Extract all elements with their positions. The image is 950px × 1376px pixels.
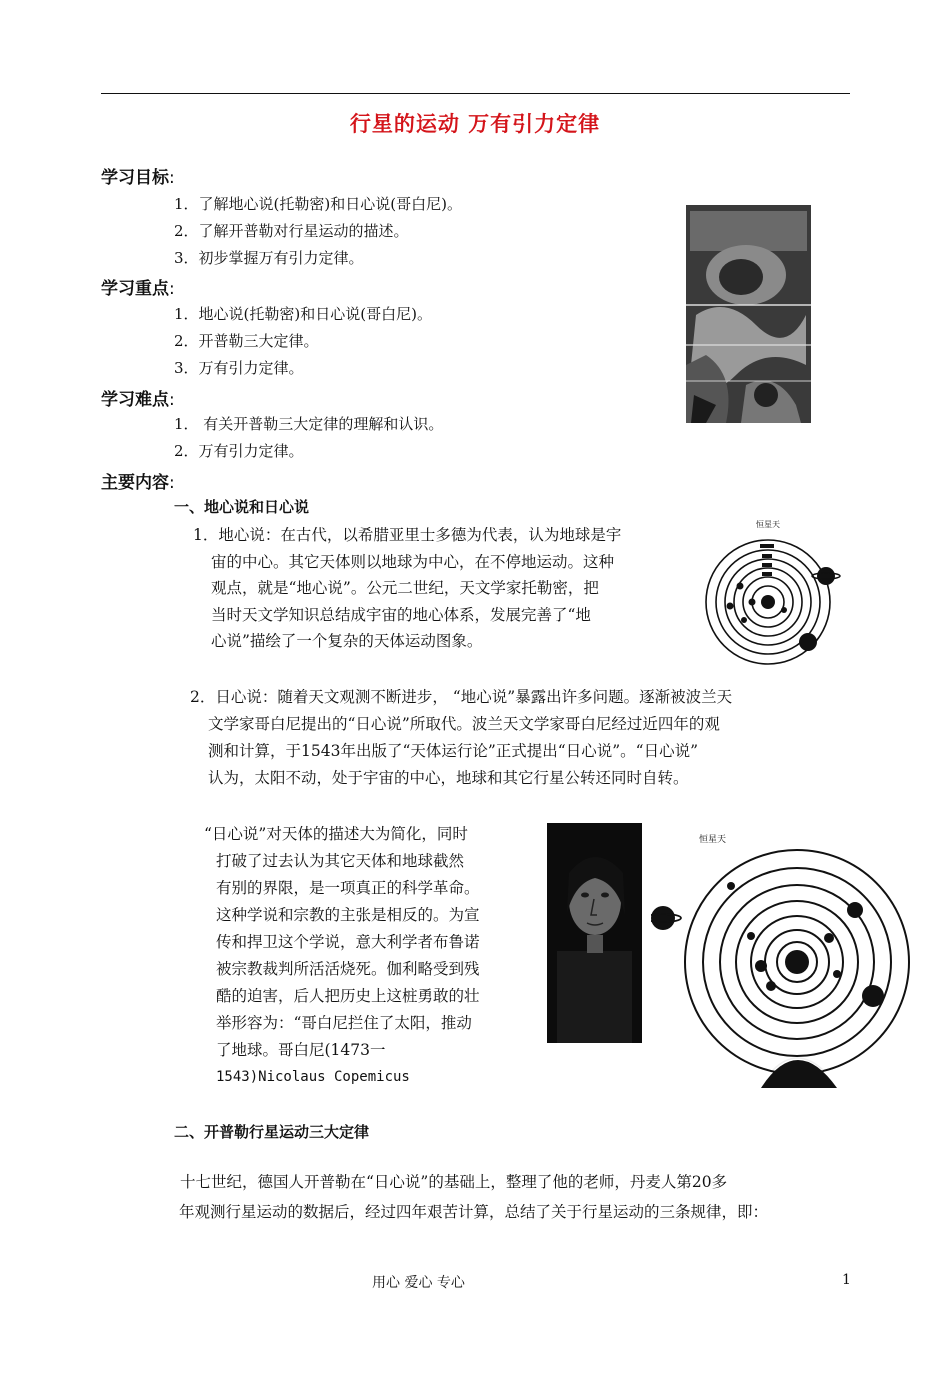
- content-heading: 主要内容:: [101, 473, 175, 493]
- difficulty-item: 1． 有关开普勒三大定律的理解和认识。: [174, 415, 444, 433]
- section1-heading: 一、地心说和日心说: [174, 498, 310, 516]
- header-rule: [101, 93, 850, 94]
- paragraph-line: “日心说”对天体的描述大为简化，同时: [204, 825, 468, 843]
- objective-item: 3．初步掌握万有引力定律。: [174, 249, 364, 267]
- objectives-heading: 学习目标:: [101, 168, 175, 188]
- paragraph-line: 当时天文学知识总结成宇宙的地心体系，发展完善了“地: [211, 605, 591, 624]
- heliocentric-paragraph: [190, 684, 732, 792]
- geocentric-paragraph: [193, 522, 621, 655]
- paragraph-line: 年观测行星运动的数据后，经过四年艰苦计算，总结了关于行星运动的三条规律，即：: [179, 1203, 769, 1221]
- kepler-paragraph: [180, 1167, 768, 1227]
- paragraph-line: 心说”描绘了一个复杂的天体运动图象。: [211, 632, 483, 650]
- footer-motto: 用心 爱心 专心: [372, 1275, 465, 1291]
- section2-heading: 二、开普勒行星运动三大定律: [174, 1123, 370, 1141]
- paragraph-line: 这种学说和宗教的主张是相反的。为宣: [216, 906, 480, 924]
- objective-item: 1．了解地心说(托勒密)和日心说(哥白尼)。: [174, 195, 462, 213]
- paragraph-line: 传和捍卫这个学说，意大利学者布鲁诺: [216, 933, 480, 951]
- paragraph-line: 认为，太阳不动，处于宇宙的中心，地球和其它行星公转还同时自转。: [208, 769, 689, 787]
- heliocentric-label: 恒星天: [699, 835, 727, 845]
- paragraph-line: 宙的中心。其它天体则以地球为中心，在不停地运动。这种: [211, 552, 615, 571]
- revolution-paragraph: [204, 821, 480, 1091]
- paragraph-line: 举形容为：“哥白尼拦住了太阳，推动: [216, 1014, 472, 1032]
- paragraph-line: 文学家哥白尼提出的“日心说”所取代。波兰天文学家哥白尼经过近四年的观: [208, 715, 720, 733]
- page-number: 1: [842, 1272, 851, 1288]
- key-points-heading: 学习重点:: [101, 279, 175, 299]
- paragraph-line: 十七世纪，德国人开普勒在“日心说”的基础上，整理了他的老师，丹麦人第20多: [180, 1173, 728, 1191]
- paragraph-line: 1．地心说：在古代，以希腊亚里士多德为代表，认为地球是宇: [193, 526, 622, 544]
- paragraph-line: 酷的迫害，后人把历史上这桩勇敢的壮: [216, 987, 480, 1005]
- paragraph-line: 2．日心说：随着天文观测不断进步， “地心说”暴露出许多问题。逐渐被波兰天: [190, 688, 733, 706]
- key-point-item: 3．万有引力定律。: [174, 359, 304, 377]
- difficulty-item: 2．万有引力定律。: [174, 442, 304, 460]
- key-point-item: 1．地心说(托勒密)和日心说(哥白尼)。: [174, 305, 432, 323]
- key-point-item: 2．开普勒三大定律。: [174, 332, 319, 350]
- paragraph-line: 测和计算，于1543年出版了“天体运行论”正式提出“日心说”。“日心说”: [208, 742, 698, 760]
- paragraph-line: 打破了过去认为其它天体和地球截然: [216, 852, 465, 870]
- ptolemy-engraving-image: [686, 205, 811, 423]
- paragraph-line: 被宗教裁判所活活烧死。伽利略受到残: [216, 960, 480, 978]
- difficulties-heading: 学习难点:: [101, 390, 175, 410]
- geocentric-label: 恒星天: [756, 520, 780, 529]
- geocentric-diagram: [700, 516, 848, 666]
- copernicus-portrait-image: [547, 823, 642, 1043]
- paragraph-line: 有别的界限，是一项真正的科学革命。: [216, 879, 480, 897]
- paragraph-line: 观点，就是“地心说”。公元二世纪，天文学家托勒密，把: [211, 579, 599, 597]
- paragraph-line: 1543)Nicolaus Copemicus: [216, 1069, 410, 1085]
- page-title: 行星的运动 万有引力定律: [349, 112, 601, 136]
- heliocentric-diagram: [651, 826, 913, 1088]
- paragraph-line: 了地球。哥白尼(1473一: [216, 1041, 386, 1059]
- objective-item: 2．了解开普勒对行星运动的描述。: [174, 222, 409, 240]
